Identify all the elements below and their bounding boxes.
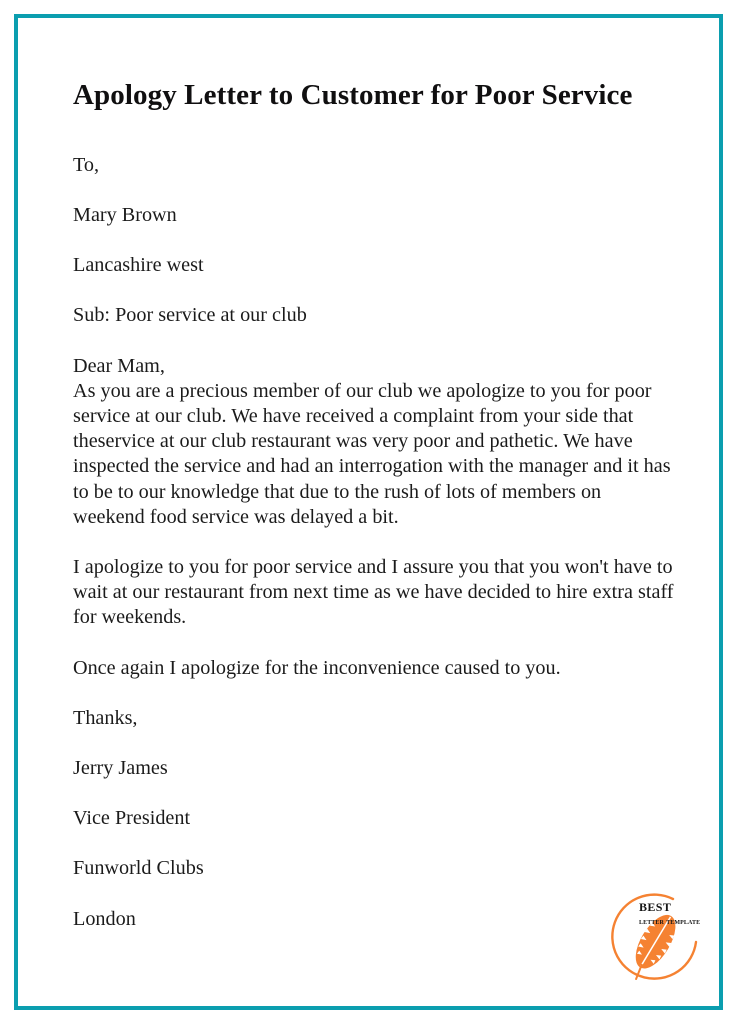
sender-organization: Funworld Clubs [73, 857, 204, 880]
letter-content [73, 0, 674, 932]
sender-title: Vice President [73, 807, 191, 830]
sender-location: London [73, 907, 136, 930]
salutation: Dear Mam, [73, 354, 165, 377]
page-title: Apology Letter to Customer for Poor Service [73, 79, 633, 111]
logo-brand-secondary: letter template [639, 916, 701, 926]
recipient-to-label: To, [73, 153, 100, 176]
body-paragraph-2: I apologize to you for poor service and I assure you that you won't have to wait at our restaurant from next time as we have decided to hire extra staff for weekends. [73, 556, 674, 629]
recipient-address: Lancashire west [73, 254, 204, 277]
letter-body [73, 153, 674, 932]
sender-name: Jerry James [73, 757, 168, 780]
letter-subject: Sub: Poor service at our club [73, 304, 307, 327]
body-paragraph-3: Once again I apologize for the inconvenience caused to you. [73, 656, 561, 679]
closing-thanks: Thanks, [73, 706, 138, 729]
logo-brand-primary: best [639, 896, 672, 915]
body-paragraph-1: As you are a precious member of our club we apologize to you for poor service at our club. We have received a complaint from your side that theservice at our club restaurant was very poor and pathetic. We have inspected the service and had an interrogation with the manager and it has to be to our knowledge that due to the rush of lots of members on weekend food service was delayed a bit. [73, 379, 671, 528]
logo-wordmark [639, 897, 713, 926]
recipient-name: Mary Brown [73, 204, 177, 226]
brand-logo [601, 886, 713, 990]
